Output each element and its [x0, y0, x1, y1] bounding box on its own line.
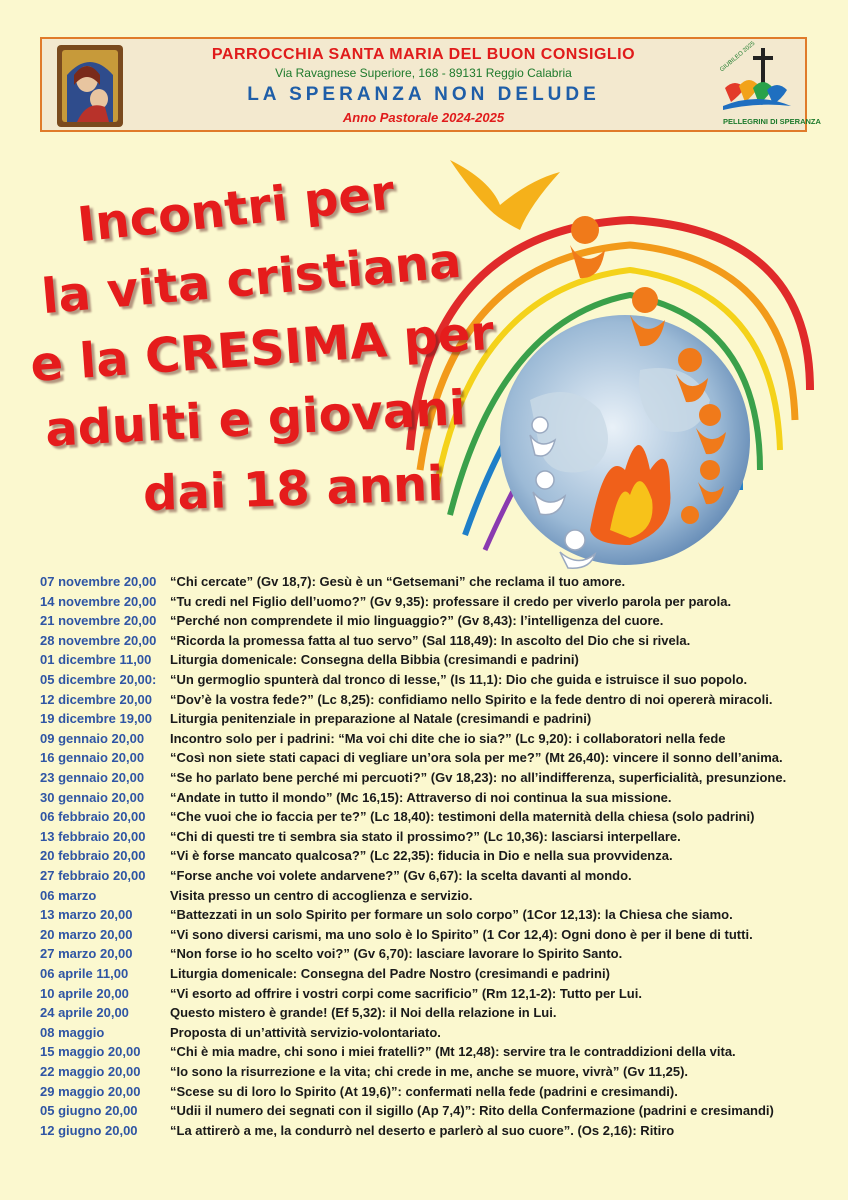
parish-name: PARROCCHIA SANTA MARIA DEL BUON CONSIGLIO: [211, 46, 636, 63]
schedule-row: [0, 927, 848, 947]
schedule-date: 15 maggio 20,00: [40, 1044, 141, 1060]
schedule-date: 23 gennaio 20,00: [40, 770, 145, 785]
schedule-row: [0, 868, 848, 888]
schedule-text: “Vi esorto ad offrire i vostri corpi come sacrificio” (Rm 12,1-2): Tutto per Lui.: [170, 985, 642, 1001]
jubilee-bottom-text: PELLEGRINI DI SPERANZA: [723, 117, 821, 126]
schedule-text: “Dov’è la vostra fede?” (Lc 8,25): confidiamo nello Spirito e la fede dentro di noi opererà miracoli.: [170, 691, 773, 707]
schedule-date: 12 giugno 20,00: [40, 1122, 138, 1138]
schedule-text: Liturgia domenicale: Consegna della Bibbia (cresimandi e padrini): [170, 652, 579, 668]
schedule-text: “Battezzati in un solo Spirito per formare un solo corpo” (1Cor 12,13): la Chiesa che siamo.: [170, 907, 733, 923]
schedule-row: [0, 633, 848, 653]
schedule-date: 30 gennaio 20,00: [40, 789, 145, 805]
schedule-text: “Così non siete stati capaci di vegliare un’ora sola per me?” (Mt 26,40): vincere il sonno dell’anima.: [170, 750, 783, 766]
schedule-row: [0, 613, 848, 633]
schedule-row: [0, 731, 848, 751]
schedule-text: Proposta di un’attività servizio-volontariato.: [170, 1024, 441, 1040]
schedule-row: [0, 750, 848, 770]
schedule-text: “Chi cercate” (Gv 18,7): Gesù è un “Getsemani” che reclama il tuo amore.: [170, 574, 626, 589]
jubilee-top-text: GIUBILEO 2025: [719, 40, 757, 74]
schedule-date: 28 novembre 20,00: [40, 632, 157, 648]
pastoral-year: Anno Pastorale 2024-2025: [342, 110, 505, 125]
schedule-date: 05 dicembre 20,00:: [40, 672, 157, 687]
schedule-date: 06 aprile 11,00: [40, 966, 129, 981]
schedule-row: [0, 790, 848, 810]
schedule-row: [0, 809, 848, 829]
schedule-row: [0, 1044, 848, 1064]
main-title: [25, 165, 525, 585]
schedule-date: 20 febbraio 20,00: [40, 848, 146, 864]
schedule-date: 13 marzo 20,00: [40, 907, 133, 923]
title-line-5: dai 18 anni: [142, 455, 445, 523]
schedule-date: 06 febbraio 20,00: [40, 809, 146, 825]
schedule-date: 16 gennaio 20,00: [40, 750, 145, 766]
schedule-text: “Scese su di loro lo Spirito (At 19,6)”: confermati nella fede (padrini e cresimandi).: [170, 1083, 678, 1099]
schedule-text: “Andate in tutto il mondo” (Mc 16,15): Attraverso di noi continua la sua missione.: [170, 789, 672, 805]
schedule-row: [0, 848, 848, 868]
schedule-date: 01 dicembre 11,00: [40, 652, 152, 668]
schedule-text: “Ricorda la promessa fatta al tuo servo” (Sal 118,49): In ascolto del Dio che si rivela.: [170, 632, 691, 648]
schedule-text: “Chi è mia madre, chi sono i miei fratelli?” (Mt 12,48): servire tra le contraddizioni della vita.: [170, 1044, 736, 1060]
schedule-date: 10 aprile 20,00: [40, 985, 129, 1001]
schedule-row: [0, 1025, 848, 1045]
schedule-row: [0, 907, 848, 927]
schedule-row: [0, 692, 848, 712]
header-banner: [40, 37, 821, 132]
schedule-row: [0, 1064, 848, 1084]
jubilee-motto: LA SPERANZA NON DELUDE: [247, 84, 600, 105]
title-line-2: la vita cristiana: [39, 232, 464, 326]
schedule-text: “Un germoglio spunterà dal tronco di Iesse,” (Is 11,1): Dio che guida e istruisce il suo popolo.: [170, 672, 748, 687]
schedule-date: 08 maggio: [40, 1024, 105, 1040]
schedule-row: [0, 829, 848, 849]
schedule-row: [0, 652, 848, 672]
schedule-date: 14 novembre 20,00: [40, 593, 157, 609]
schedule-date: 05 giugno 20,00: [40, 1103, 138, 1119]
schedule-text: “Non forse io ho scelto voi?” (Gv 6,70): lasciare lavorare lo Spirito Santo.: [170, 946, 623, 962]
schedule-text: Visita presso un centro di accoglienza e servizio.: [170, 887, 473, 903]
schedule-date: 06 marzo: [40, 887, 97, 903]
schedule-text: “Io sono la risurrezione e la vita; chi crede in me, anche se muore, vivrà” (Gv 11,25).: [170, 1064, 689, 1079]
schedule-text: “Chi di questi tre ti sembra sia stato il prossimo?” (Lc 10,36): lasciarsi interpellare.: [170, 828, 681, 844]
schedule-text: “La attirerò a me, la condurrò nel deserto e parlerò al suo cuore”. (Os 2,16): Ritiro: [170, 1122, 675, 1138]
schedule-date: 27 marzo 20,00: [40, 946, 133, 962]
schedule-row: [0, 966, 848, 986]
schedule-text: “Che vuoi che io faccia per te?” (Lc 18,40): testimoni della maternità della chiesa (solo padrini): [170, 809, 755, 825]
schedule-row: [0, 986, 848, 1006]
jubilee-logo-icon: [717, 40, 821, 128]
schedule-date: 21 novembre 20,00: [40, 613, 157, 629]
schedule-date: 24 aprile 20,00: [40, 1005, 129, 1021]
schedule-date: 29 maggio 20,00: [40, 1083, 141, 1099]
schedule-row: [0, 888, 848, 908]
schedule-row: [0, 574, 848, 594]
schedule-row: [0, 1103, 848, 1123]
schedule-row: [0, 594, 848, 614]
schedule-text: Incontro solo per i padrini: “Ma voi chi dite che io sia?” (Lc 9,20): i collaboratori nella fede: [170, 730, 726, 746]
schedule-date: 27 febbraio 20,00: [40, 868, 146, 883]
parish-address: Via Ravagnese Superiore, 168 - 89131 Reggio Calabria: [275, 66, 572, 80]
schedule-date: 12 dicembre 20,00: [40, 691, 153, 707]
schedule-text: Questo mistero è grande! (Ef 5,32): il Noi della relazione in Lui.: [170, 1005, 557, 1021]
title-line-3: e la CRESIMA per: [28, 304, 496, 394]
schedule-text: “Vi sono diversi carismi, ma uno solo è lo Spirito” (1 Cor 12,4): Ogni dono è per il bene di tutti.: [170, 926, 753, 942]
schedule-text: “Forse anche voi volete andarvene?” (Gv 6,67): la scelta davanti al mondo.: [170, 868, 632, 883]
schedule-row: [0, 1084, 848, 1104]
schedule-text: “Udii il numero dei segnati con il sigillo (Ap 7,4)”: Rito della Confermazione (padrini e cresimandi): [170, 1103, 774, 1119]
schedule-text: Liturgia domenicale: Consegna del Padre Nostro (cresimandi e padrini): [170, 966, 610, 981]
schedule-text: “Se ho parlato bene perché mi percuoti?” (Gv 18,23): no all’indifferenza, superficialità, presunzione.: [170, 770, 787, 785]
schedule-text: “Tu credi nel Figlio dell’uomo?” (Gv 9,35): professare il credo per viverlo parola per parola.: [170, 593, 732, 609]
schedule-text: Liturgia penitenziale in preparazione al Natale (cresimandi e padrini): [170, 711, 592, 727]
schedule-date: 20 marzo 20,00: [40, 926, 133, 942]
schedule-row: [0, 672, 848, 692]
schedule-row: [0, 1005, 848, 1025]
schedule-row: [0, 770, 848, 790]
schedule-row: [0, 711, 848, 731]
title-line-1: Incontri per: [74, 164, 398, 254]
title-line-4: adulti e giovani: [43, 380, 468, 458]
schedule-row: [0, 946, 848, 966]
schedule-text: “Perché non comprendete il mio linguaggio?” (Gv 8,43): l’intelligenza del cuore.: [170, 613, 664, 629]
schedule-date: 19 dicembre 19,00: [40, 711, 153, 727]
schedule-date: 22 maggio 20,00: [40, 1064, 141, 1079]
schedule-date: 07 novembre 20,00: [40, 574, 157, 589]
schedule-date: 13 febbraio 20,00: [40, 828, 146, 844]
schedule-row: [0, 1123, 848, 1143]
schedule-date: 09 gennaio 20,00: [40, 730, 145, 746]
schedule-text: “Vi è forse mancato qualcosa?” (Lc 22,35): fiducia in Dio e nella sua provvidenza.: [170, 848, 673, 864]
